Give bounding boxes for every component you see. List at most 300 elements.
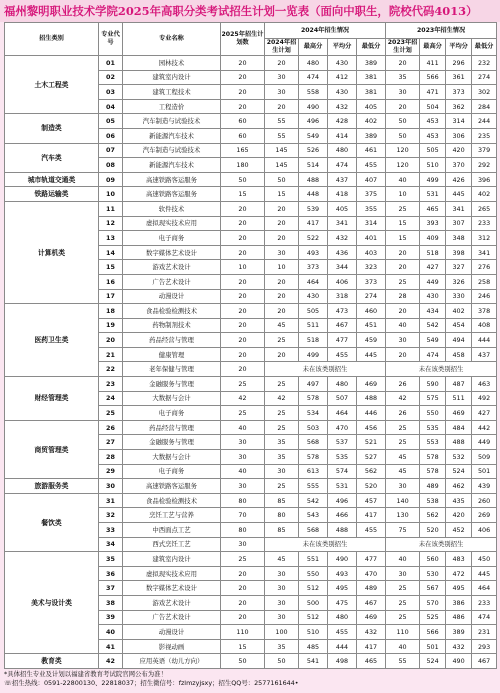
- page-title: 福州黎明职业技术学院2025年高职分类考试招生计划一览表（面向中职生，院校代码4013）: [0, 0, 500, 22]
- plan-2023-cell: 130: [386, 508, 420, 523]
- plan-2025-cell: 60: [221, 128, 265, 143]
- min-2024-cell: 470: [357, 566, 386, 581]
- avg-2023-cell: 420: [446, 143, 472, 158]
- max-2024-cell: 526: [299, 143, 328, 158]
- major-cell: 食品检验检测技术: [123, 304, 221, 319]
- plan-2023-cell: 140: [386, 493, 420, 508]
- category-cell: 医药卫生类: [5, 304, 99, 377]
- avg-2023-cell: 483: [446, 552, 472, 567]
- min-2023-cell: 408: [472, 318, 497, 333]
- max-2023-cell: 566: [420, 625, 446, 640]
- min-2024-cell: 417: [357, 639, 386, 654]
- table-row: [5, 143, 497, 158]
- header-min-2024: 最低分: [357, 39, 386, 56]
- max-2024-cell: 555: [299, 479, 328, 494]
- min-2024-cell: 323: [357, 260, 386, 275]
- max-2024-cell: 512: [299, 610, 328, 625]
- plan-2025-cell: 70: [221, 508, 265, 523]
- avg-2023-cell: 435: [446, 493, 472, 508]
- plan-2023-cell: 42: [386, 391, 420, 406]
- min-2023-cell: 378: [472, 304, 497, 319]
- header-category: 招生类别: [5, 23, 99, 56]
- avg-2024-cell: 480: [328, 610, 357, 625]
- major-cell: 食品检验检测技术: [123, 493, 221, 508]
- header-group-2023: 2023年招生情况: [386, 23, 497, 39]
- avg-2024-cell: 475: [328, 595, 357, 610]
- min-2024-cell: 375: [357, 187, 386, 202]
- plan-2025-cell: 15: [221, 187, 265, 202]
- plan-2024-cell: 20: [265, 289, 299, 304]
- min-2023-cell: 509: [472, 450, 497, 465]
- code-cell: 14: [99, 245, 123, 260]
- note-2024-cell: 未在该类别招生: [265, 537, 386, 552]
- header-group-2024: 2024年招生情况: [265, 23, 386, 39]
- code-cell: 27: [99, 435, 123, 450]
- max-2024-cell: 512: [299, 581, 328, 596]
- min-2024-cell: 274: [357, 289, 386, 304]
- plan-2025-cell: 20: [221, 245, 265, 260]
- header-max-2024: 最高分: [299, 39, 328, 56]
- max-2024-cell: 558: [299, 85, 328, 100]
- code-cell: 05: [99, 114, 123, 129]
- min-2024-cell: 417: [357, 508, 386, 523]
- footer-note: *具体招生专业及计划以福建省教育考试院官网公布为准！: [4, 669, 167, 678]
- plan-2023-cell: 20: [386, 260, 420, 275]
- max-2023-cell: 411: [420, 56, 446, 71]
- min-2023-cell: 442: [472, 420, 497, 435]
- major-cell: 药品经营与管理: [123, 333, 221, 348]
- min-2024-cell: 402: [357, 114, 386, 129]
- plan-2023-cell: 40: [386, 639, 420, 654]
- category-cell: 餐饮类: [5, 493, 99, 551]
- max-2024-cell: 551: [299, 552, 328, 567]
- max-2024-cell: 497: [299, 377, 328, 392]
- major-cell: 电子商务: [123, 464, 221, 479]
- footer-contact: ☏招生热线：0591-22800130、22818037；招生微信号：fzlmzyjsxy；招生QQ号：2577161644•: [4, 678, 299, 687]
- category-cell: 计算机类: [5, 201, 99, 303]
- category-cell: 土木工程类: [5, 56, 99, 114]
- min-2024-cell: 405: [357, 99, 386, 114]
- major-cell: 老年保健与管理: [123, 362, 221, 377]
- min-2023-cell: 312: [472, 231, 497, 246]
- major-cell: 数字媒体艺术设计: [123, 245, 221, 260]
- category-cell: 制造类: [5, 114, 99, 143]
- max-2023-cell: 549: [420, 333, 446, 348]
- avg-2024-cell: 470: [328, 420, 357, 435]
- major-cell: 建筑工程技术: [123, 85, 221, 100]
- plan-2024-cell: 30: [265, 610, 299, 625]
- major-cell: 广告艺术设计: [123, 274, 221, 289]
- plan-2023-cell: 15: [386, 216, 420, 231]
- max-2023-cell: 453: [420, 128, 446, 143]
- avg-2023-cell: 348: [446, 231, 472, 246]
- plan-2024-cell: 145: [265, 143, 299, 158]
- code-cell: 09: [99, 172, 123, 187]
- avg-2023-cell: 296: [446, 56, 472, 71]
- plan-2023-cell: 45: [386, 450, 420, 465]
- min-2024-cell: 355: [357, 201, 386, 216]
- major-cell: 汽车制造与试验技术: [123, 143, 221, 158]
- max-2023-cell: 449: [420, 274, 446, 289]
- plan-2025-cell: 15: [221, 639, 265, 654]
- avg-2023-cell: 454: [446, 318, 472, 333]
- major-cell: 影视动画: [123, 639, 221, 654]
- min-2024-cell: 520: [357, 479, 386, 494]
- plan-2025-cell: 10: [221, 260, 265, 275]
- table-row: [5, 493, 497, 508]
- avg-2024-cell: 430: [328, 56, 357, 71]
- avg-2024-cell: 414: [328, 128, 357, 143]
- max-2024-cell: 417: [299, 216, 328, 231]
- avg-2024-cell: 495: [328, 581, 357, 596]
- code-cell: 37: [99, 581, 123, 596]
- major-cell: 工程造价: [123, 99, 221, 114]
- major-cell: 园林技术: [123, 56, 221, 71]
- min-2024-cell: 445: [357, 347, 386, 362]
- min-2024-cell: 403: [357, 245, 386, 260]
- major-cell: 西式烹饪工艺: [123, 537, 221, 552]
- min-2024-cell: 489: [357, 581, 386, 596]
- max-2023-cell: 575: [420, 391, 446, 406]
- avg-2024-cell: 474: [328, 158, 357, 173]
- min-2024-cell: 461: [357, 143, 386, 158]
- table-row: [5, 552, 497, 567]
- avg-2023-cell: 494: [446, 333, 472, 348]
- major-cell: 建筑室内设计: [123, 552, 221, 567]
- table-row: [5, 377, 497, 392]
- code-cell: 16: [99, 274, 123, 289]
- plan-2024-cell: 35: [265, 450, 299, 465]
- min-2024-cell: 457: [357, 493, 386, 508]
- category-cell: 商贸管理类: [5, 420, 99, 478]
- max-2024-cell: 493: [299, 245, 328, 260]
- avg-2023-cell: 495: [446, 581, 472, 596]
- code-cell: 40: [99, 625, 123, 640]
- avg-2023-cell: 326: [446, 274, 472, 289]
- avg-2024-cell: 436: [328, 245, 357, 260]
- plan-2024-cell: 25: [265, 420, 299, 435]
- max-2024-cell: 373: [299, 260, 328, 275]
- plan-2023-cell: 120: [386, 158, 420, 173]
- plan-2025-cell: 25: [221, 377, 265, 392]
- min-2023-cell: 379: [472, 143, 497, 158]
- code-cell: 22: [99, 362, 123, 377]
- avg-2023-cell: 452: [446, 523, 472, 538]
- code-cell: 02: [99, 70, 123, 85]
- table-row: [5, 56, 497, 71]
- major-cell: 数字媒体艺术设计: [123, 581, 221, 596]
- plan-2023-cell: 50: [386, 114, 420, 129]
- plan-2024-cell: 85: [265, 493, 299, 508]
- min-2024-cell: 446: [357, 406, 386, 421]
- avg-2024-cell: 496: [328, 493, 357, 508]
- avg-2023-cell: 458: [446, 347, 472, 362]
- category-cell: 铁路运输类: [5, 187, 99, 202]
- plan-2024-cell: 42: [265, 391, 299, 406]
- avg-2024-cell: 498: [328, 654, 357, 669]
- avg-2023-cell: 472: [446, 566, 472, 581]
- plan-2023-cell: 25: [386, 435, 420, 450]
- major-cell: 药品经营与管理: [123, 420, 221, 435]
- min-2023-cell: 232: [472, 56, 497, 71]
- max-2023-cell: 567: [420, 581, 446, 596]
- max-2024-cell: 505: [299, 304, 328, 319]
- max-2024-cell: 499: [299, 347, 328, 362]
- min-2023-cell: 293: [472, 639, 497, 654]
- table-row: [5, 420, 497, 435]
- min-2023-cell: 427: [472, 406, 497, 421]
- avg-2024-cell: 531: [328, 479, 357, 494]
- major-cell: 广告艺术设计: [123, 610, 221, 625]
- max-2023-cell: 570: [420, 595, 446, 610]
- max-2024-cell: 518: [299, 333, 328, 348]
- plan-2023-cell: 25: [386, 274, 420, 289]
- plan-2024-cell: 30: [265, 85, 299, 100]
- plan-2024-cell: 10: [265, 260, 299, 275]
- code-cell: 19: [99, 318, 123, 333]
- min-2023-cell: 244: [472, 114, 497, 129]
- plan-2025-cell: 20: [221, 581, 265, 596]
- avg-2023-cell: 420: [446, 508, 472, 523]
- max-2024-cell: 488: [299, 172, 328, 187]
- header-plan-2025: 2025年招生计划数: [221, 23, 265, 56]
- table-row: [5, 654, 497, 669]
- category-cell: 财经管理类: [5, 377, 99, 421]
- note-2023-cell: 未在该类别招生: [386, 537, 497, 552]
- max-2023-cell: 560: [420, 552, 446, 567]
- avg-2024-cell: 418: [328, 187, 357, 202]
- min-2023-cell: 233: [472, 595, 497, 610]
- avg-2024-cell: 437: [328, 172, 357, 187]
- code-cell: 07: [99, 143, 123, 158]
- plan-2025-cell: 20: [221, 595, 265, 610]
- avg-2023-cell: 484: [446, 420, 472, 435]
- plan-2024-cell: 25: [265, 479, 299, 494]
- plan-2023-cell: 20: [386, 347, 420, 362]
- min-2024-cell: 381: [357, 70, 386, 85]
- min-2024-cell: 455: [357, 523, 386, 538]
- min-2023-cell: 292: [472, 158, 497, 173]
- avg-2023-cell: 398: [446, 245, 472, 260]
- code-cell: 24: [99, 391, 123, 406]
- plan-2025-cell: 50: [221, 172, 265, 187]
- plan-2024-cell: 20: [265, 231, 299, 246]
- code-cell: 15: [99, 260, 123, 275]
- max-2024-cell: 485: [299, 639, 328, 654]
- code-cell: 28: [99, 450, 123, 465]
- max-2023-cell: 538: [420, 493, 446, 508]
- max-2023-cell: 542: [420, 318, 446, 333]
- avg-2023-cell: 445: [446, 187, 472, 202]
- max-2023-cell: 566: [420, 70, 446, 85]
- plan-2023-cell: 25: [386, 581, 420, 596]
- avg-2023-cell: 432: [446, 639, 472, 654]
- max-2024-cell: 511: [299, 318, 328, 333]
- plan-2025-cell: 20: [221, 362, 265, 377]
- max-2024-cell: 578: [299, 450, 328, 465]
- max-2023-cell: 550: [420, 406, 446, 421]
- major-cell: 金融服务与管理: [123, 377, 221, 392]
- min-2024-cell: 469: [357, 377, 386, 392]
- plan-2024-cell: 20: [265, 99, 299, 114]
- plan-2025-cell: 30: [221, 435, 265, 450]
- max-2023-cell: 504: [420, 99, 446, 114]
- code-cell: 17: [99, 289, 123, 304]
- max-2023-cell: 501: [420, 639, 446, 654]
- code-cell: 03: [99, 85, 123, 100]
- table-body: [5, 56, 497, 669]
- avg-2024-cell: 455: [328, 625, 357, 640]
- max-2024-cell: 543: [299, 508, 328, 523]
- avg-2024-cell: 574: [328, 464, 357, 479]
- major-cell: 大数据与会计: [123, 391, 221, 406]
- avg-2024-cell: 473: [328, 304, 357, 319]
- plan-2025-cell: 50: [221, 654, 265, 669]
- plan-2024-cell: 25: [265, 377, 299, 392]
- major-cell: 游戏艺术设计: [123, 595, 221, 610]
- plan-2023-cell: 30: [386, 85, 420, 100]
- category-cell: 旅游服务类: [5, 479, 99, 494]
- avg-2023-cell: 306: [446, 128, 472, 143]
- max-2024-cell: 430: [299, 289, 328, 304]
- plan-2024-cell: 30: [265, 245, 299, 260]
- plan-2025-cell: 25: [221, 552, 265, 567]
- avg-2024-cell: 537: [328, 435, 357, 450]
- header-avg-2023: 平均分: [446, 39, 472, 56]
- avg-2024-cell: 318: [328, 289, 357, 304]
- min-2023-cell: 258: [472, 274, 497, 289]
- max-2023-cell: 499: [420, 172, 446, 187]
- code-cell: 04: [99, 99, 123, 114]
- max-2023-cell: 434: [420, 304, 446, 319]
- major-cell: 虚拟现实技术应用: [123, 216, 221, 231]
- max-2023-cell: 590: [420, 377, 446, 392]
- code-cell: 08: [99, 158, 123, 173]
- avg-2023-cell: 361: [446, 70, 472, 85]
- min-2023-cell: 246: [472, 289, 497, 304]
- avg-2024-cell: 344: [328, 260, 357, 275]
- plan-2023-cell: 30: [386, 479, 420, 494]
- min-2023-cell: 501: [472, 464, 497, 479]
- plan-2023-cell: 30: [386, 333, 420, 348]
- major-cell: 金融服务与管理: [123, 435, 221, 450]
- header-major: 专业名称: [123, 23, 221, 56]
- max-2023-cell: 393: [420, 216, 446, 231]
- plan-2023-cell: 25: [386, 595, 420, 610]
- plan-2025-cell: 40: [221, 420, 265, 435]
- plan-2025-cell: 20: [221, 99, 265, 114]
- table-row: [5, 187, 497, 202]
- code-cell: 36: [99, 566, 123, 581]
- max-2023-cell: 453: [420, 114, 446, 129]
- avg-2024-cell: 341: [328, 216, 357, 231]
- min-2024-cell: 389: [357, 128, 386, 143]
- plan-2023-cell: 35: [386, 70, 420, 85]
- code-cell: 26: [99, 420, 123, 435]
- plan-2024-cell: 85: [265, 523, 299, 538]
- min-2023-cell: 474: [472, 610, 497, 625]
- header-plan-2024: 2024年招生计划: [265, 39, 299, 56]
- plan-2025-cell: 20: [221, 318, 265, 333]
- avg-2024-cell: 405: [328, 201, 357, 216]
- note-2024-cell: 未在该类别招生: [265, 362, 386, 377]
- max-2023-cell: 465: [420, 201, 446, 216]
- avg-2023-cell: 490: [446, 654, 472, 669]
- min-2023-cell: 445: [472, 566, 497, 581]
- max-2024-cell: 510: [299, 625, 328, 640]
- avg-2023-cell: 487: [446, 377, 472, 392]
- avg-2023-cell: 402: [446, 304, 472, 319]
- avg-2023-cell: 389: [446, 625, 472, 640]
- max-2024-cell: 522: [299, 231, 328, 246]
- min-2024-cell: 465: [357, 654, 386, 669]
- code-cell: 31: [99, 493, 123, 508]
- code-cell: 29: [99, 464, 123, 479]
- code-cell: 13: [99, 231, 123, 246]
- avg-2024-cell: 455: [328, 347, 357, 362]
- major-cell: 电子商务: [123, 231, 221, 246]
- avg-2023-cell: 386: [446, 595, 472, 610]
- plan-2025-cell: 60: [221, 114, 265, 129]
- min-2024-cell: 488: [357, 391, 386, 406]
- major-cell: 烹饪工艺与营养: [123, 508, 221, 523]
- plan-2024-cell: 30: [265, 595, 299, 610]
- plan-2024-cell: 25: [265, 333, 299, 348]
- plan-2023-cell: 25: [386, 420, 420, 435]
- avg-2023-cell: 314: [446, 114, 472, 129]
- avg-2024-cell: 480: [328, 143, 357, 158]
- plan-2024-cell: 15: [265, 187, 299, 202]
- header-code: 专业代号: [99, 23, 123, 56]
- plan-2023-cell: 26: [386, 377, 420, 392]
- avg-2024-cell: 493: [328, 566, 357, 581]
- plan-2023-cell: 55: [386, 654, 420, 669]
- plan-2023-cell: 30: [386, 566, 420, 581]
- max-2023-cell: 535: [420, 420, 446, 435]
- min-2023-cell: 467: [472, 654, 497, 669]
- min-2024-cell: 467: [357, 595, 386, 610]
- plan-2023-cell: 20: [386, 99, 420, 114]
- plan-2024-cell: 30: [265, 581, 299, 596]
- min-2023-cell: 231: [472, 625, 497, 640]
- max-2024-cell: 534: [299, 406, 328, 421]
- plan-2025-cell: 20: [221, 56, 265, 71]
- code-cell: 35: [99, 552, 123, 567]
- plan-2025-cell: 20: [221, 347, 265, 362]
- code-cell: 12: [99, 216, 123, 231]
- major-cell: 大数据与会计: [123, 450, 221, 465]
- plan-2025-cell: 110: [221, 625, 265, 640]
- min-2023-cell: 406: [472, 523, 497, 538]
- header-plan-2023: 2023年招生计划: [386, 39, 420, 56]
- max-2023-cell: 409: [420, 231, 446, 246]
- code-cell: 30: [99, 479, 123, 494]
- min-2023-cell: 341: [472, 245, 497, 260]
- min-2023-cell: 233: [472, 216, 497, 231]
- admissions-table: [4, 22, 497, 669]
- avg-2024-cell: 432: [328, 99, 357, 114]
- avg-2023-cell: 370: [446, 158, 472, 173]
- plan-2025-cell: 20: [221, 85, 265, 100]
- code-cell: 41: [99, 639, 123, 654]
- avg-2023-cell: 426: [446, 172, 472, 187]
- plan-2023-cell: 40: [386, 172, 420, 187]
- avg-2023-cell: 486: [446, 610, 472, 625]
- code-cell: 25: [99, 406, 123, 421]
- min-2024-cell: 562: [357, 464, 386, 479]
- max-2023-cell: 427: [420, 260, 446, 275]
- max-2023-cell: 505: [420, 143, 446, 158]
